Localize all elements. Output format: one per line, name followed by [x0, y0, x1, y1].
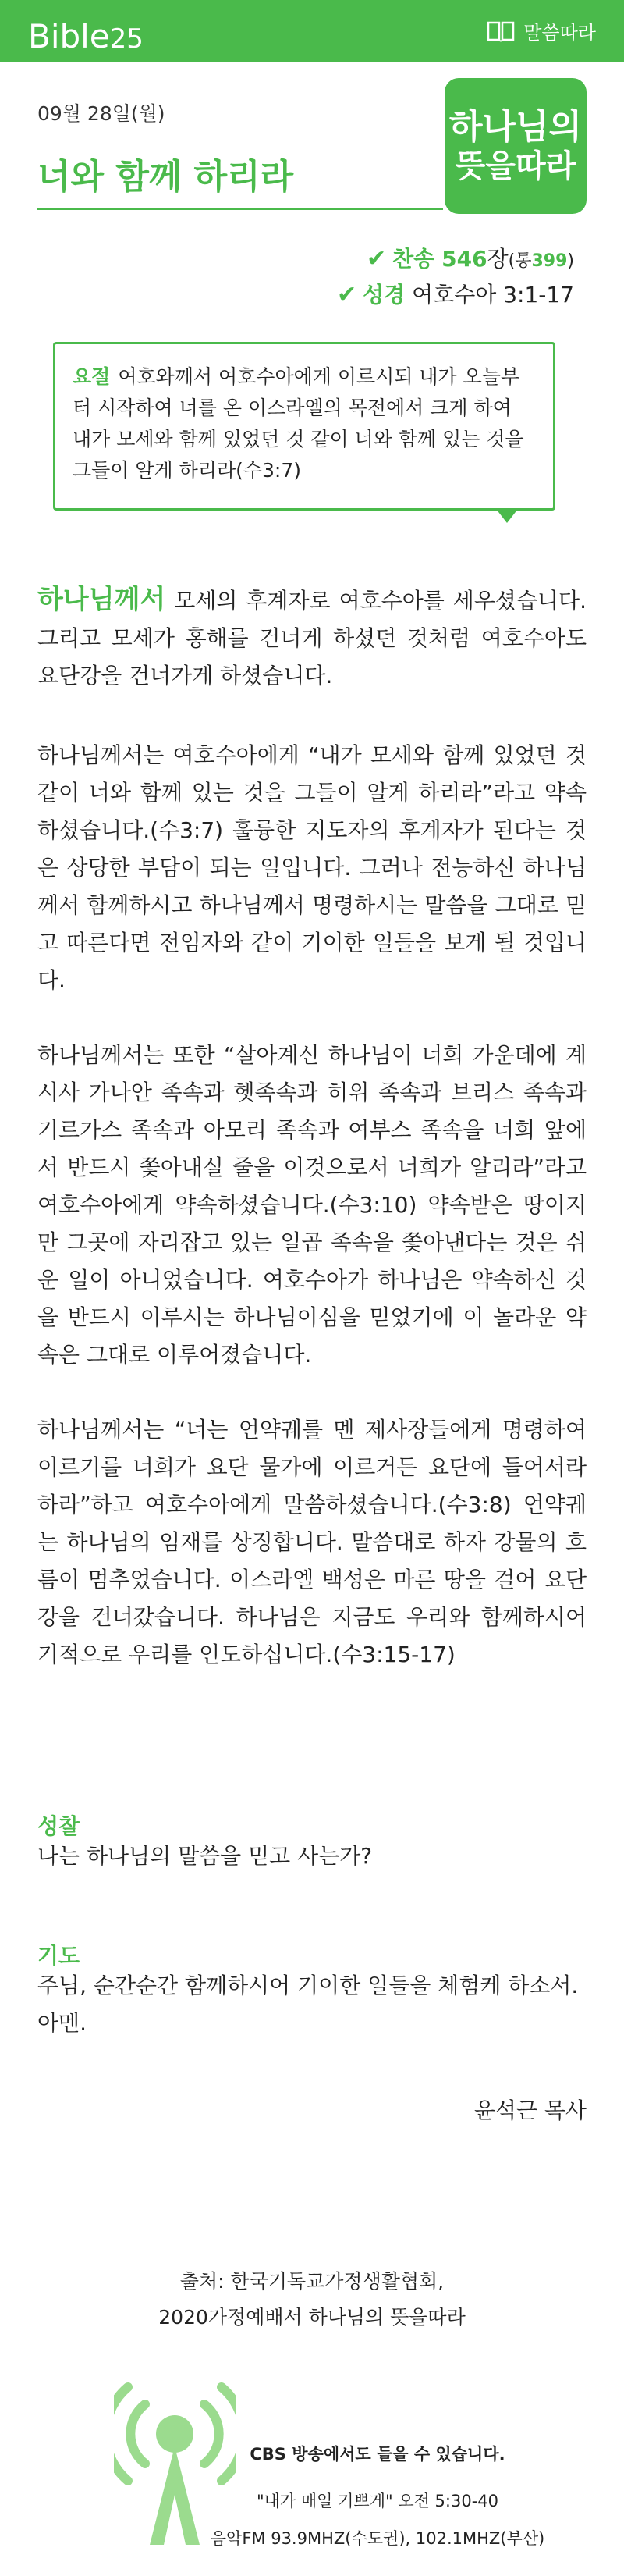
hymn-tong-suffix: )	[567, 251, 574, 271]
paragraph-3: 하나님께서는 또한 “살아계신 하나님이 너희 가운데에 계시사 가나안 족속과 헷족속과 히위 족속과 브리스 족속과 기르가스 족속과 아모리 족속과 여부스 족속을 너희 앞에서 반드시 쫓아내실 줄을 이것으로서 너희가 알리라”라고 여호수아에게 약속하셨습니다.(수3:10) 약속받은 땅이지만 그곳에 자리잡고 있는 일곱 족속을 쫓아낸다는 것은 쉬운 일이 아니었습니다. 여호수아가 하나님은 약속하신 것을 반드시 이루시는 하나님이심을 믿었기에 이 놀라운 약속은 그대로 이루어졌습니다.	[37, 1042, 587, 1368]
paragraph-2: 하나님께서는 여호수아에게 “내가 모세와 함께 있었던 것같이 너와 함께 있는 것을 그들이 알게 하리라”라고 약속하셨습니다.(수3:7) 훌륭한 지도자의 후계자가 된다는 것은 상당한 부담이 되는 일입니다. 그러나 전능하신 하나님께서 함께하시고 하나님께서 명령하시는 말씀을 그대로 믿고 따른다면 전임자와 같이 기이한 일들을 보게 될 것입니다.	[37, 742, 587, 993]
hymn-tong-prefix: (통	[508, 251, 532, 271]
key-verse-text: 여호와께서 여호수아에게 이르시되 내가 오늘부터 시작하여 너를 온 이스라엘의 목전에서 크게 하여 내가 모세와 함께 있었던 것 같이 너와 함께 있는 것을 그들이 알게 하리라(수3:7)	[73, 365, 524, 482]
reflection-label: 성찰	[37, 1813, 80, 1839]
source-line-1: 출처: 한국기독교가정생활협회,	[179, 2270, 445, 2293]
source-line-2: 2020가정예배서 하나님의 뜻을따라	[158, 2306, 466, 2329]
bible-info	[337, 278, 574, 309]
follow-label: 말씀따라	[523, 22, 596, 44]
check-icon: ✔	[336, 281, 357, 308]
key-verse-tail	[496, 509, 518, 523]
hymn-info	[367, 242, 574, 273]
logo-line-2: 뜻을따라	[455, 148, 576, 184]
brand-number: 25	[109, 23, 144, 55]
prayer-text: 주님, 순간순간 함께하시어 기이한 일들을 체험케 하소서. 아멘.	[37, 1973, 579, 2036]
broadcast-note: CBS 방송에서도 들을 수 있습니다.	[250, 2445, 505, 2464]
broadcast-frequency: 음악FM 93.9MHZ(수도권), 102.1MHZ(부산)	[210, 2529, 545, 2548]
paragraph-4: 하나님께서는 “너는 언약궤를 멘 제사장들에게 명령하여 이르기를 너희가 요단 물가에 이르거든 요단에 들어서라 하라”하고 여호수아에게 말씀하셨습니다.(수3:8) 언약궤는 하나님의 임재를 상징합니다. 말씀대로 하자 강물의 흐름이 멈추었습니다. 이스라엘 백성은 마른 땅을 걸어 요단강을 건너갔습니다. 하나님은 지금도 우리와 함께하시어 기적으로 우리를 인도하십니다.(수3:15-17)	[37, 1417, 587, 1667]
brand-text: Bible	[28, 17, 110, 55]
hymn-unit: 장	[487, 246, 509, 272]
bible-label: 성경	[363, 282, 406, 308]
follow-button[interactable]	[486, 17, 596, 44]
paragraph-1	[37, 581, 587, 695]
hymn-number: 546	[441, 246, 488, 272]
date-label: 09월 28일(월)	[37, 102, 165, 125]
top-bar	[0, 0, 624, 62]
hymn-tong-number: 399	[531, 251, 568, 271]
prayer-label: 기도	[37, 1943, 80, 1969]
broadcast-program: "내가 매일 기쁘게" 오전 5:30-40	[256, 2492, 499, 2510]
check-icon: ✔	[366, 245, 387, 272]
logo-line-1: 하나님의	[448, 107, 582, 147]
devotional-logo	[445, 78, 587, 214]
reflection-text: 나는 하나님의 말씀을 믿고 사는가?	[37, 1843, 373, 1869]
paragraph-lead: 하나님께서	[37, 584, 166, 615]
page-title: 너와 함께 하리라	[37, 157, 294, 197]
source-credit	[0, 2264, 624, 2336]
title-divider	[37, 208, 443, 210]
author-name: 윤석근 목사	[473, 2097, 587, 2123]
hymn-label: 찬송	[392, 246, 435, 272]
open-book-icon	[486, 19, 516, 44]
brand-logo[interactable]	[28, 17, 144, 55]
key-verse-label: 요절	[73, 365, 111, 388]
paragraph-1-text: 모세의 후계자로 여호수아를 세우셨습니다. 그리고 모세가 홍해를 건너게 하셨던 것처럼 여호수아도 요단강을 건너가게 하셨습니다.	[37, 588, 587, 688]
key-verse-box	[53, 342, 555, 511]
bible-reference: 여호수아 3:1-17	[412, 282, 574, 308]
